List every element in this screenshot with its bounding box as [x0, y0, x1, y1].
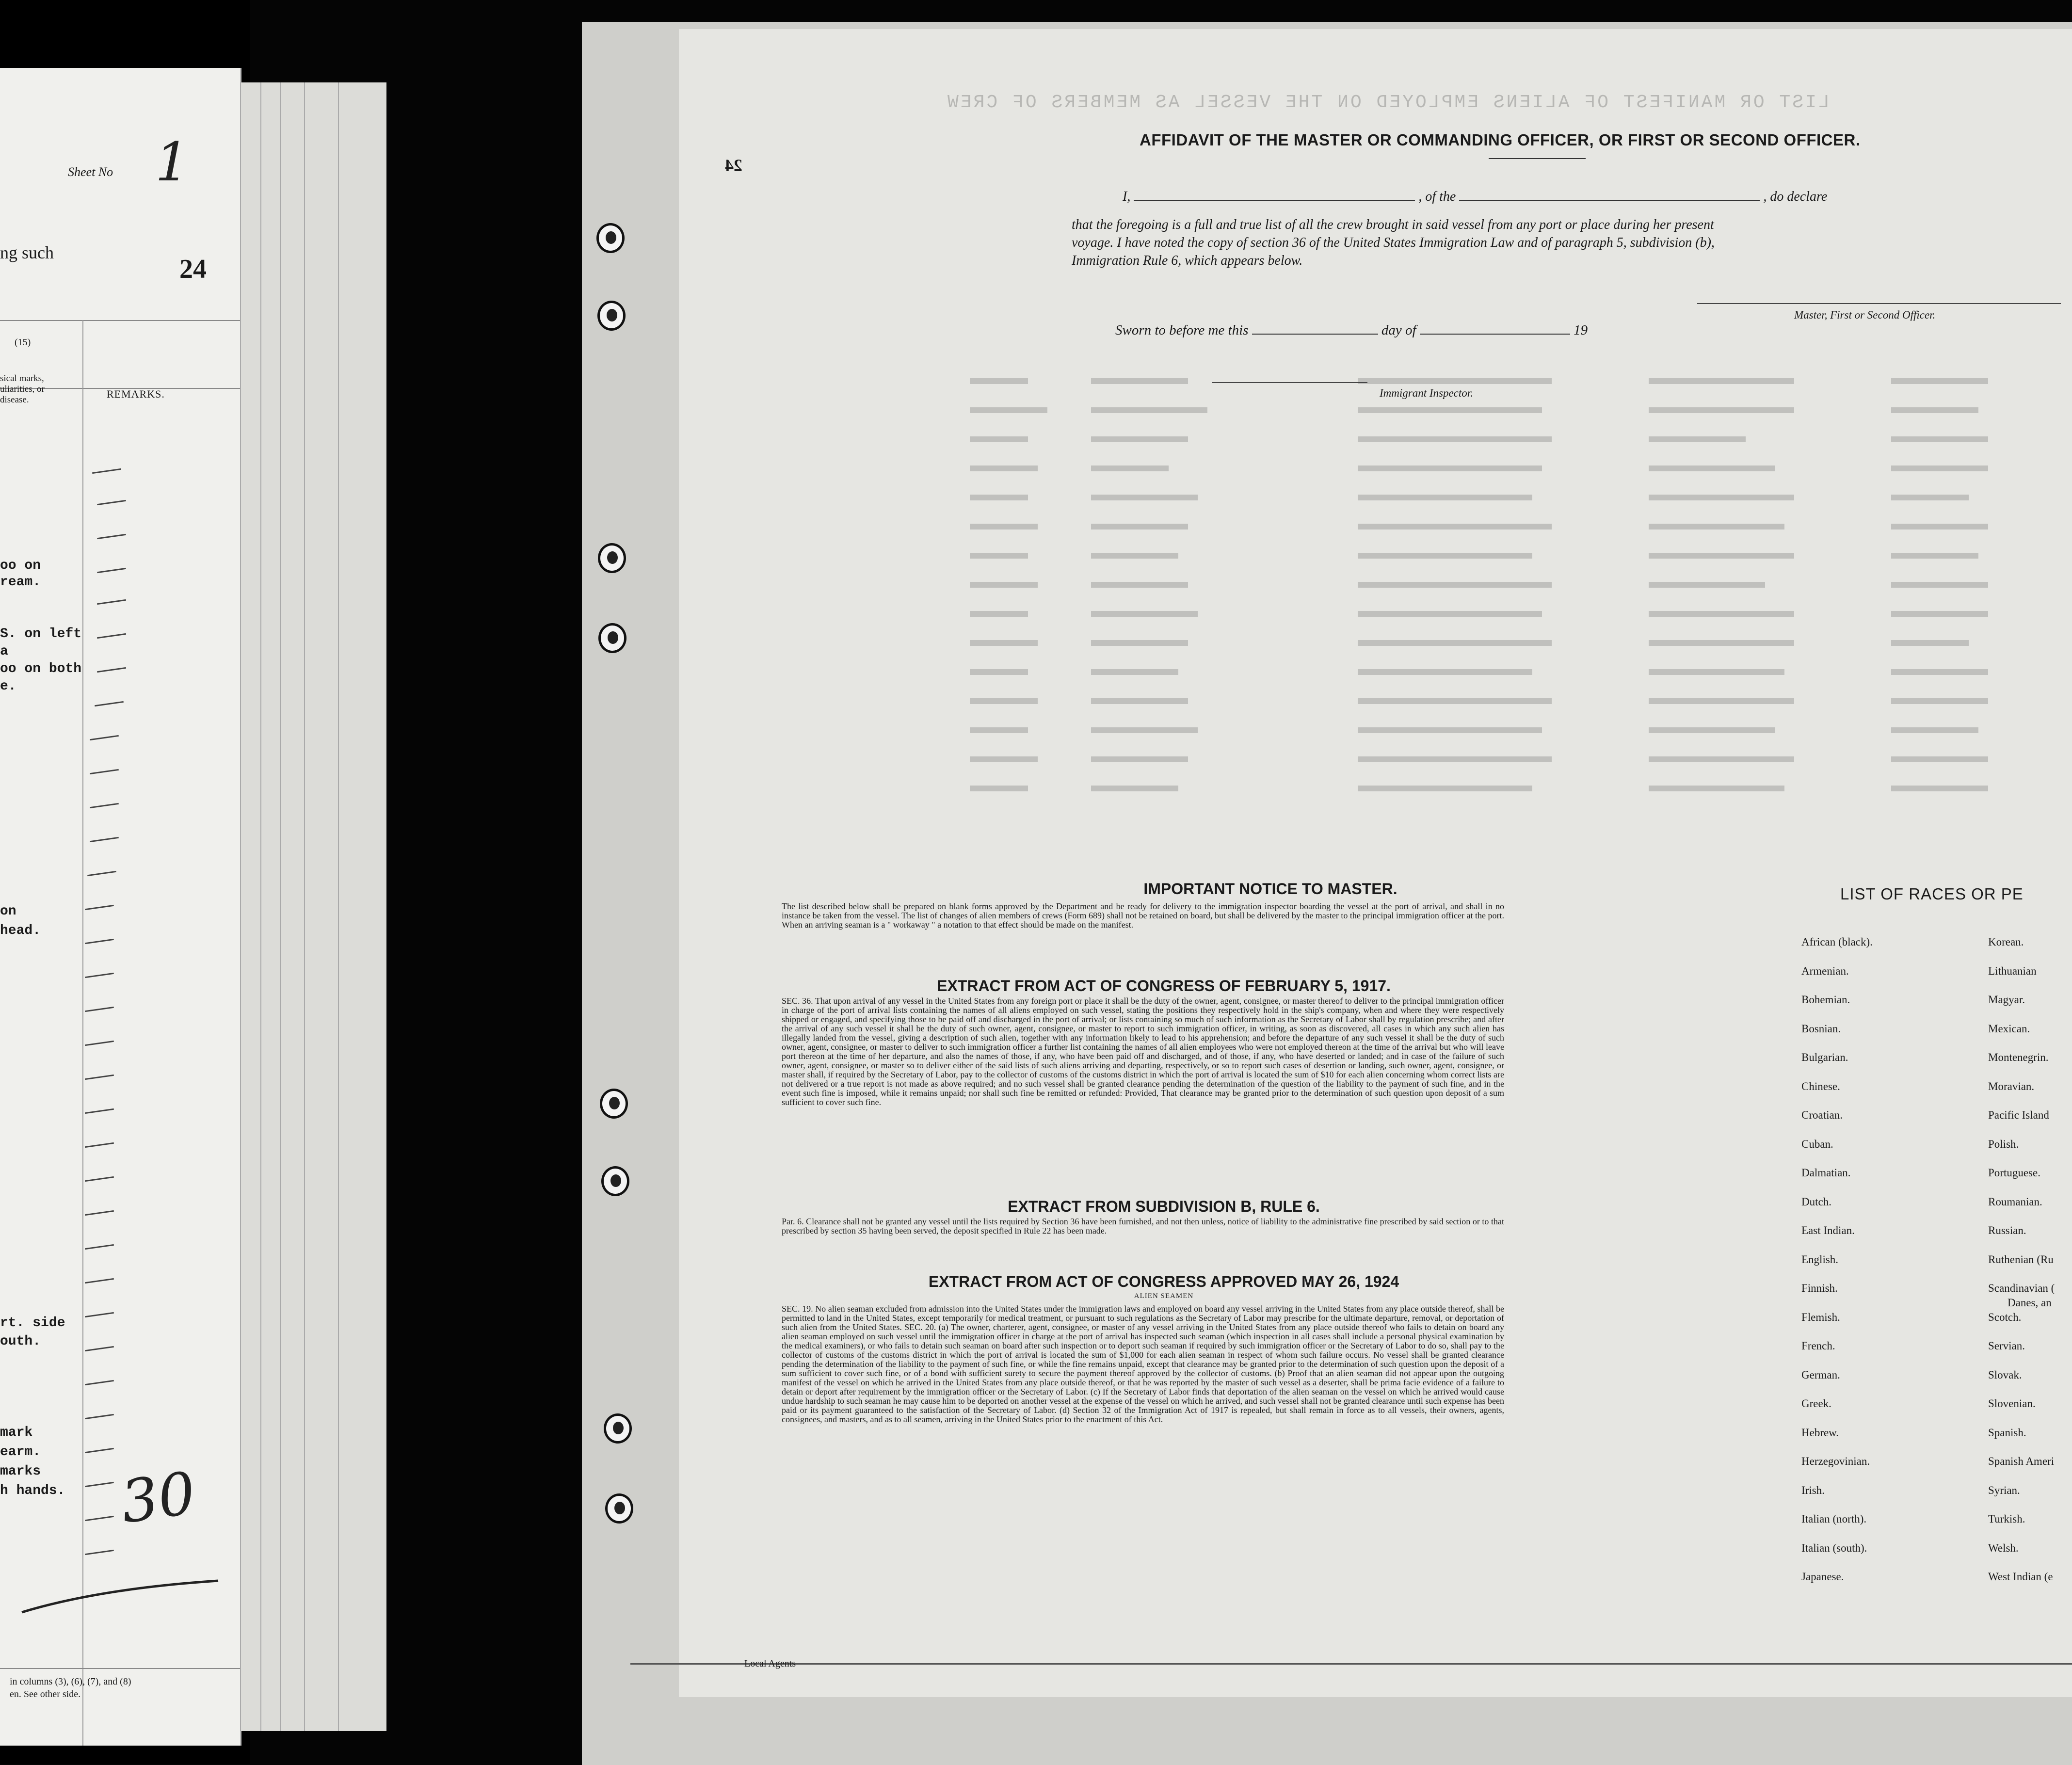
race-item: Italian (south). [1801, 1541, 1867, 1554]
notice-title: IMPORTANT NOTICE TO MASTER. [1143, 880, 1397, 898]
declaration-line-1: I, , of the , do declare [1123, 189, 1828, 204]
handwritten-total: 30 [117, 1460, 200, 1537]
footnote: in columns (3), (6), (7), and (8) en. See other side. [10, 1676, 131, 1700]
left-page-edge [240, 82, 386, 1731]
race-item: Slovenian. [1988, 1397, 2036, 1410]
race-item: Italian (north). [1801, 1513, 1867, 1525]
extract1-text: SEC. 36. That upon arrival of any vessel in the United States from any foreign port or place it shall be the duty of the owner, agent, consignee, or master thereof to deliver to the principal immigration officer in charge of the port of arrival lists containing the names of all aliens employed on such vessel, stating the positions they respectively hold in the ship's company, when and where they were respectively shipped or engaged, and specifying those to be paid off and discharged in the port of arrival; or lists containing so much of such information as the Secretary of Labor shall by regulation prescribe; and after the arrival of any such vessel it shall be the duty of such owner, agent, consignee, or master to report to such immigration officer, in writing, as soon as discovered, all cases in which any such alien has illegally landed from the vessel, giving a description of such alien, together with any information likely to lead to his apprehension; and before the departure of any such vessel it shall be the duty of such owner, agent, consignee, or master to deliver to such immigration officer a further list containing the names of all alien employees who were not employed thereon at the time of the arrival but who will leave port thereon at the time of her departure, and also the names of those, if any, who have been paid off and discharged, and of those, if any, who have deserted or landed; and in case of the failure of such owner, agent, consignee, or master so to deliver either of the said lists of such aliens arriving and departing, respectively, or so to report such cases of desertion or landing, such owner, agent, consignee, or master shall, if required by the Secretary of Labor, pay to the collector of customs of the customs district in which the port of arrival is located the sum of $10 for each alien concerning whom correct lists are not delivered or a true report is not made as above required; and no such vessel shall be granted clearance pending the determination of the question of the liability to the payment of such fine, and in the event such fine is imposed, while it remains unpaid; nor shall such fine be remitted or refunded: Provided, That clearance may be granted prior to the determination of such question upon deposit of a sum sufficient to cover such fine. [782, 996, 1504, 1107]
remarks-block-2: S. on left a oo on both e. [0, 626, 82, 694]
race-item: Roumanian. [1988, 1195, 2042, 1208]
extract1-title: EXTRACT FROM ACT OF CONGRESS OF FEBRUARY 5, 1917. [937, 977, 1391, 995]
punch-hole [598, 543, 626, 573]
extract3-title: EXTRACT FROM ACT OF CONGRESS APPROVED MAY 26, 1924 [928, 1273, 1399, 1290]
column-number: (15) [15, 337, 31, 348]
punch-hole [601, 1166, 629, 1196]
signature-caption: Master, First or Second Officer. [1794, 309, 1936, 321]
race-item: Irish. [1801, 1484, 1825, 1496]
race-item: Ruthenian (Ru [1988, 1253, 2054, 1266]
title-underline [1489, 158, 1586, 159]
race-item: Turkish. [1988, 1513, 2025, 1525]
bottom-edge [630, 1663, 2072, 1665]
partial-heading: ng such [0, 243, 54, 262]
race-item: Syrian. [1988, 1484, 2020, 1496]
show-through-table [970, 369, 2072, 950]
race-item: Danes, an [2008, 1297, 2052, 1309]
local-agents: Local Agents [744, 1658, 796, 1669]
race-item: Polish. [1988, 1138, 2019, 1150]
sheet-no-value: 1 [155, 131, 189, 193]
race-item: Mexican. [1988, 1022, 2030, 1035]
races-title: LIST OF RACES OR PE [1840, 885, 2024, 903]
race-item: Bulgarian. [1801, 1051, 1848, 1063]
races-column-1 [1801, 936, 1947, 1600]
race-item: East Indian. [1801, 1224, 1855, 1236]
sheet-no-label: Sheet No [68, 165, 113, 179]
punch-hole [596, 223, 625, 253]
race-item: Hebrew. [1801, 1426, 1839, 1439]
race-item: Dutch. [1801, 1195, 1831, 1208]
race-item: Servian. [1988, 1340, 2025, 1352]
race-item: Croatian. [1801, 1109, 1843, 1121]
race-item: Moravian. [1988, 1080, 2035, 1092]
race-item: German. [1801, 1368, 1840, 1381]
sworn-line: Sworn to before me this day of 19 [1115, 322, 1588, 338]
race-item: Bohemian. [1801, 994, 1850, 1006]
races-column-2 [1988, 936, 2072, 1600]
notice-text: The list described below shall be prepared on blank forms approved by the Department and be ready for delivery to the immigration inspector boarding the vessel at the port of arrival, and shall in no instance be taken from the vessel. The list of changes of alien members of crews (Form 689) shall not be retained on board, but shall be delivered by the master to the principal immigration officer at the port. When an arriving seaman is a " workaway " a notation to that effect should be made on the manifest. [782, 901, 1504, 930]
extract2-text: Par. 6. Clearance shall not be granted any vessel until the lists required by Section 36 have been furnished, and not then unless, notice of liability to the administrative fine prescribed by said section or to that prescribed by section 35 having been served, the deposit specified in Rule 22 has been made. [782, 1217, 1504, 1236]
signature-line[interactable] [1697, 303, 2061, 304]
race-item: Scotch. [1988, 1311, 2022, 1323]
punch-hole [604, 1413, 632, 1444]
race-item: Greek. [1801, 1397, 1831, 1410]
race-item: Montenegrin. [1988, 1051, 2049, 1063]
left-manifest-sheet [0, 68, 241, 1746]
remarks-block-1: oo on ream. [0, 558, 41, 590]
show-through-heading: LIST OR MANIFEST OF ALIENS EMPLOYED ON THE VESSEL AS MEMBERS OF CREW [946, 92, 1830, 113]
extract3-subtitle: ALIEN SEAMEN [1134, 1292, 1194, 1300]
race-item: Pacific Island [1988, 1109, 2049, 1121]
race-item: Slovak. [1988, 1368, 2022, 1381]
race-item: Korean. [1988, 936, 2024, 948]
column-partial-heading: sical marks, uliarities, or disease. [0, 373, 45, 405]
race-item: Japanese. [1801, 1571, 1844, 1583]
remarks-block-5: mark earm. marks h hands. [0, 1425, 65, 1498]
race-item: Spanish Ameri [1988, 1455, 2055, 1467]
race-item: Lithuanian [1988, 964, 2037, 977]
race-item: Russian. [1988, 1224, 2026, 1236]
race-item: West Indian (e [1988, 1571, 2053, 1583]
remarks-block-4: rt. side outh. [0, 1316, 65, 1349]
race-item: Scandinavian ( [1988, 1282, 2055, 1294]
race-item: Finnish. [1801, 1282, 1838, 1294]
affidavit-title: AFFIDAVIT OF THE MASTER OR COMMANDING OFFICER, OR FIRST OR SECOND OFFICER. [1140, 131, 1861, 149]
declaration-body: that the foregoing is a full and true list of all the crew brought in said vessel from any port or place during her present voyage. I have noted the copy of section 36 of the United States Immigration Law and of paragraph 5, subdivision (b), Immigration Rule 6, which appears below. [1072, 217, 1715, 268]
race-item: Chinese. [1801, 1080, 1840, 1092]
extract3-text: SEC. 19. No alien seaman excluded from admission into the United States under the immigration laws and employed on board any vessel arriving in the United States from any place outside thereof, shall be permitted to land in the United States, except temporarily for medical treatment, or pursuant to such regulations as the Secretary of Labor may prescribe for the ultimate departure, removal, or deportation of such alien from the United States. SEC. 20. (a) The owner, charterer, agent, consignee, or master of any vessel arriving in the United States from any place outside thereof who fails to detain on board any alien seaman employed on such vessel until the immigration officer in charge at the port of arrival has inspected such seaman (which inspection in all cases shall include a personal physical examination by the medical examiners), or who fails to detain such seaman on board after such inspection or to deport such seaman if required by such immigration officer or the Secretary of Labor to do so, shall pay to the collector of customs of the customs district in which the port of arrival is located the sum of $1,000 for each alien seaman in respect of whom such failure occurs. No vessel shall be granted clearance pending the determination of the liability to the payment of such fine, or while the fine remains unpaid, except that clearance may be granted prior to the determination of such question upon the deposit of a sum sufficient to cover such fine, or of a bond with sufficient surety to secure the payment thereof approved by the collector of customs. (b) Proof that an alien seaman did not appear upon the outgoing manifest of the vessel on which he arrived in the United States from any place outside thereof, or that he was reported by the master of such vessel as a deserter, shall be prima facie evidence of a failure to detain or deport after requirement by the immigration officer or the Secretary of Labor. (c) If the Secretary of Labor finds that deportation of the alien seaman on the vessel on which he arrived would cause undue hardship to such seaman he may cause him to be deported on another vessel at the expense of the vessel on which he arrived, and such vessel shall not be granted clearance until such expense has been paid or its payment guaranteed to the satisfaction of the Secretary of Labor. (d) Section 32 of the Immigration Act of 1917 is repealed, but shall remain in force as to all vessels, their owners, agents, consignees, and masters, and as to all seamen, arriving in the United States prior to the enactment of this Act. [782, 1304, 1504, 1424]
punch-hole [597, 301, 626, 331]
race-item: French. [1801, 1340, 1835, 1352]
inspector-caption: Immigrant Inspector. [1380, 387, 1473, 399]
race-item: English. [1801, 1253, 1839, 1266]
remarks-block-3: on head. [0, 904, 41, 938]
inspector-signature-line[interactable] [1212, 382, 1367, 383]
punch-hole [605, 1493, 633, 1524]
race-item: Flemish. [1801, 1311, 1840, 1323]
stamp-number: 24 [725, 156, 742, 175]
remarks-header: REMARKS. [107, 388, 165, 400]
race-item: Cuban. [1801, 1138, 1833, 1150]
race-item: Portuguese. [1988, 1167, 2040, 1179]
race-item: Herzegovinian. [1801, 1455, 1870, 1467]
handwritten-underline [19, 1566, 223, 1620]
number-stamp: 24 [179, 254, 207, 284]
race-item: Spanish. [1988, 1426, 2026, 1439]
punch-hole [598, 623, 626, 653]
race-item: Dalmatian. [1801, 1167, 1851, 1179]
race-item: Bosnian. [1801, 1022, 1841, 1035]
race-item: African (black). [1801, 936, 1873, 948]
race-item: Armenian. [1801, 964, 1849, 977]
right-affidavit-sheet [679, 29, 2072, 1697]
extract2-title: EXTRACT FROM SUBDIVISION B, RULE 6. [1008, 1198, 1320, 1215]
race-item: Magyar. [1988, 994, 2025, 1006]
punch-hole [600, 1089, 628, 1119]
race-item: Welsh. [1988, 1541, 2019, 1554]
